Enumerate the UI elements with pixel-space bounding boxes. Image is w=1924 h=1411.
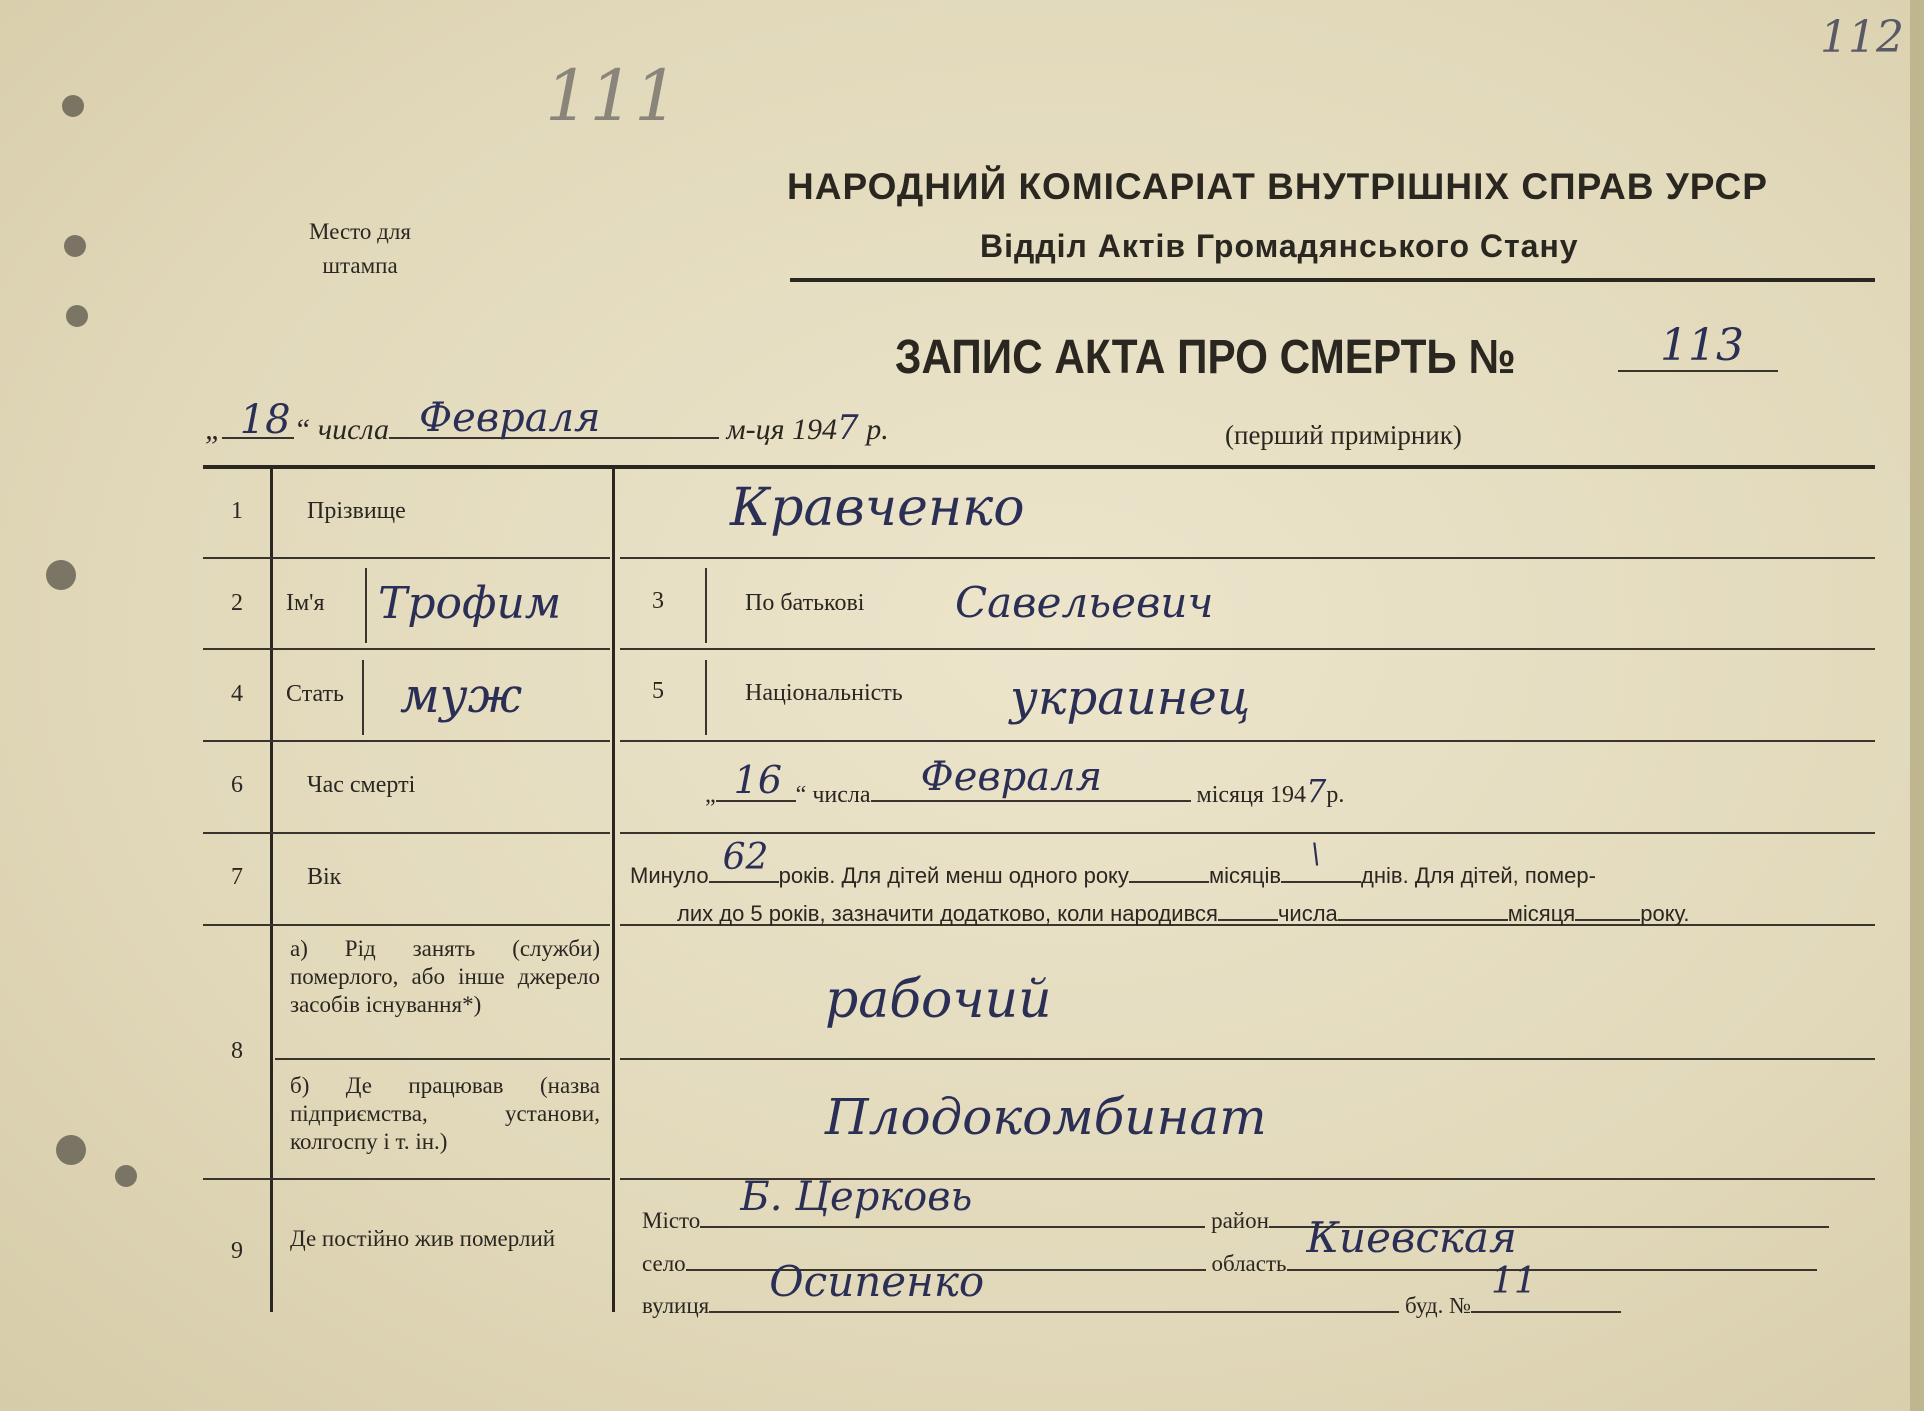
row-divider: [275, 1058, 610, 1060]
record-month-field: [389, 395, 719, 441]
row-number: 6: [231, 772, 243, 798]
region-label: область: [1211, 1251, 1287, 1276]
stamp-label-line2: штампа: [322, 253, 398, 278]
death-day-field: [716, 758, 796, 802]
city-field: [700, 1174, 1205, 1228]
row-number: 3: [652, 588, 664, 614]
row-number: 9: [231, 1238, 243, 1264]
age-years: 62: [722, 837, 769, 878]
death-month-field: [871, 754, 1191, 802]
age-days-field: [1281, 837, 1361, 883]
row-number: 7: [231, 864, 243, 890]
binding-hole: [64, 235, 86, 257]
header-rule: [790, 278, 1875, 282]
binding-hole: [46, 560, 76, 590]
record-date: [205, 395, 889, 448]
age-line-2: [677, 893, 1689, 927]
row-divider: [203, 832, 610, 834]
age-prefix: Минуло: [630, 863, 709, 888]
row-number: 5: [652, 678, 664, 704]
department-heading: Відділ Актів Громадянського Стану: [980, 228, 1579, 264]
page-edge: [1910, 0, 1924, 1411]
row-divider: [620, 740, 1875, 742]
death-year-prefix: 194: [1269, 782, 1306, 808]
age-months-label: місяців: [1208, 863, 1282, 888]
nationality-label: Національність: [745, 680, 903, 706]
cell-divider: [365, 568, 367, 643]
quote-close: “: [795, 782, 807, 808]
occupation-label: а) Рід занять (служби) померлого, або інше джерело засобів існування*): [290, 936, 600, 1017]
row-divider: [203, 557, 610, 559]
cell-divider: [705, 568, 707, 643]
row-divider: [620, 1058, 1875, 1060]
quote-open: „: [205, 413, 222, 446]
birth-day-field: [1218, 893, 1278, 921]
row-divider: [620, 648, 1875, 650]
age-line-1: [630, 837, 1596, 889]
workplace-label: б) Де працював (назва підприємства, установи, колгоспу і т. ін.): [290, 1073, 600, 1154]
record-day-label: числа: [317, 413, 389, 446]
age-text: років. Для дітей менш одного року: [778, 863, 1129, 888]
birth-month-label: місяця: [1507, 901, 1576, 926]
binding-hole: [115, 1165, 137, 1187]
patronymic-value: Савельевич: [955, 578, 1214, 627]
table-label-divider: [612, 467, 615, 1312]
record-month: Февраля: [418, 395, 601, 441]
age-child-note: лих до 5 років, зазначити додатково, коли народився: [677, 901, 1218, 926]
row-divider: [203, 740, 610, 742]
workplace-value: Плодокомбинат: [825, 1088, 1267, 1146]
death-month-label: місяця: [1196, 782, 1264, 808]
street-value: Осипенко: [769, 1257, 985, 1306]
house-value: 11: [1491, 1261, 1537, 1302]
sex-value: муж: [400, 668, 523, 724]
district-label: район: [1211, 1208, 1269, 1233]
birth-year-label: року.: [1640, 901, 1690, 926]
death-day-label: числа: [812, 782, 871, 808]
quote-close: “: [293, 413, 311, 446]
death-day: 16: [733, 758, 783, 802]
row-divider: [620, 557, 1875, 559]
record-number-line: [1618, 370, 1778, 372]
table-num-divider: [270, 467, 273, 1312]
age-months-field: [1129, 855, 1209, 883]
cell-divider: [362, 660, 364, 735]
first-name-label: Ім'я: [286, 590, 325, 616]
residence-label: Де постійно жив померлий: [290, 1226, 556, 1251]
city-value: Б. Церковь: [740, 1174, 973, 1220]
region-field: [1287, 1213, 1817, 1271]
table-top-rule: [203, 465, 1875, 469]
sex-label: Стать: [286, 681, 344, 707]
first-name-value: Трофим: [378, 578, 562, 629]
old-sheet-number: 111: [545, 55, 679, 137]
record-month-label: м-ця: [726, 413, 785, 446]
sheet-number: 112: [1820, 12, 1904, 63]
row-divider: [203, 648, 610, 650]
nationality-value: украинец: [1010, 670, 1251, 726]
row-divider: [203, 924, 610, 926]
record-number: 113: [1660, 320, 1744, 371]
record-year-digit: 7: [837, 408, 859, 448]
binding-hole: [56, 1135, 86, 1165]
ministry-heading: НАРОДНИЙ КОМІСАРІАТ ВНУТРІШНІХ СПРАВ УРСР: [787, 166, 1768, 207]
row-number: 1: [231, 498, 243, 524]
birth-day-label: числа: [1277, 901, 1338, 926]
age-label: Вік: [307, 864, 342, 890]
patronymic-label: По батькові: [745, 590, 865, 616]
city-line: [642, 1174, 1829, 1234]
record-day: 18: [239, 397, 291, 443]
surname-label: Прізвище: [307, 498, 406, 524]
death-time-label: Час смерті: [307, 772, 416, 798]
stamp-placeholder: [300, 215, 420, 283]
binding-hole: [62, 95, 84, 117]
birth-month-field: [1338, 893, 1508, 921]
region-value: Киевская: [1306, 1213, 1517, 1262]
age-days-mark: \: [1311, 837, 1321, 870]
copy-note: (перший примірник): [1225, 420, 1462, 450]
city-label: Місто: [642, 1208, 701, 1233]
death-year-digit: 7: [1305, 772, 1327, 810]
cell-divider: [705, 660, 707, 735]
house-field: [1471, 1261, 1621, 1313]
record-title: ЗАПИС АКТА ПРО СМЕРТЬ №: [895, 331, 1516, 384]
record-day-field: [222, 397, 294, 443]
death-year-suffix: р.: [1326, 782, 1345, 808]
birth-year-field: [1575, 893, 1640, 921]
stamp-label-line1: Место для: [309, 219, 411, 244]
house-label: буд. №: [1405, 1293, 1472, 1318]
street-label: вулиця: [642, 1293, 710, 1318]
binding-hole: [66, 305, 88, 327]
row-number: 2: [231, 590, 243, 616]
surname-value: Кравченко: [730, 478, 1025, 538]
age-years-field: [709, 837, 779, 883]
record-year-prefix: 194: [792, 413, 838, 446]
village-label: село: [642, 1251, 686, 1276]
death-month: Февраля: [920, 754, 1103, 800]
row-divider: [203, 1178, 610, 1180]
occupation-value: рабочий: [825, 970, 1052, 1030]
row-divider: [620, 832, 1875, 834]
death-date: [705, 754, 1345, 810]
row-number: 4: [231, 681, 243, 707]
age-days-text: днів. Для дітей, помер-: [1361, 863, 1596, 888]
record-year-suffix: р.: [866, 413, 889, 446]
quote-open: „: [705, 782, 716, 808]
row-number: 8: [231, 1038, 243, 1064]
